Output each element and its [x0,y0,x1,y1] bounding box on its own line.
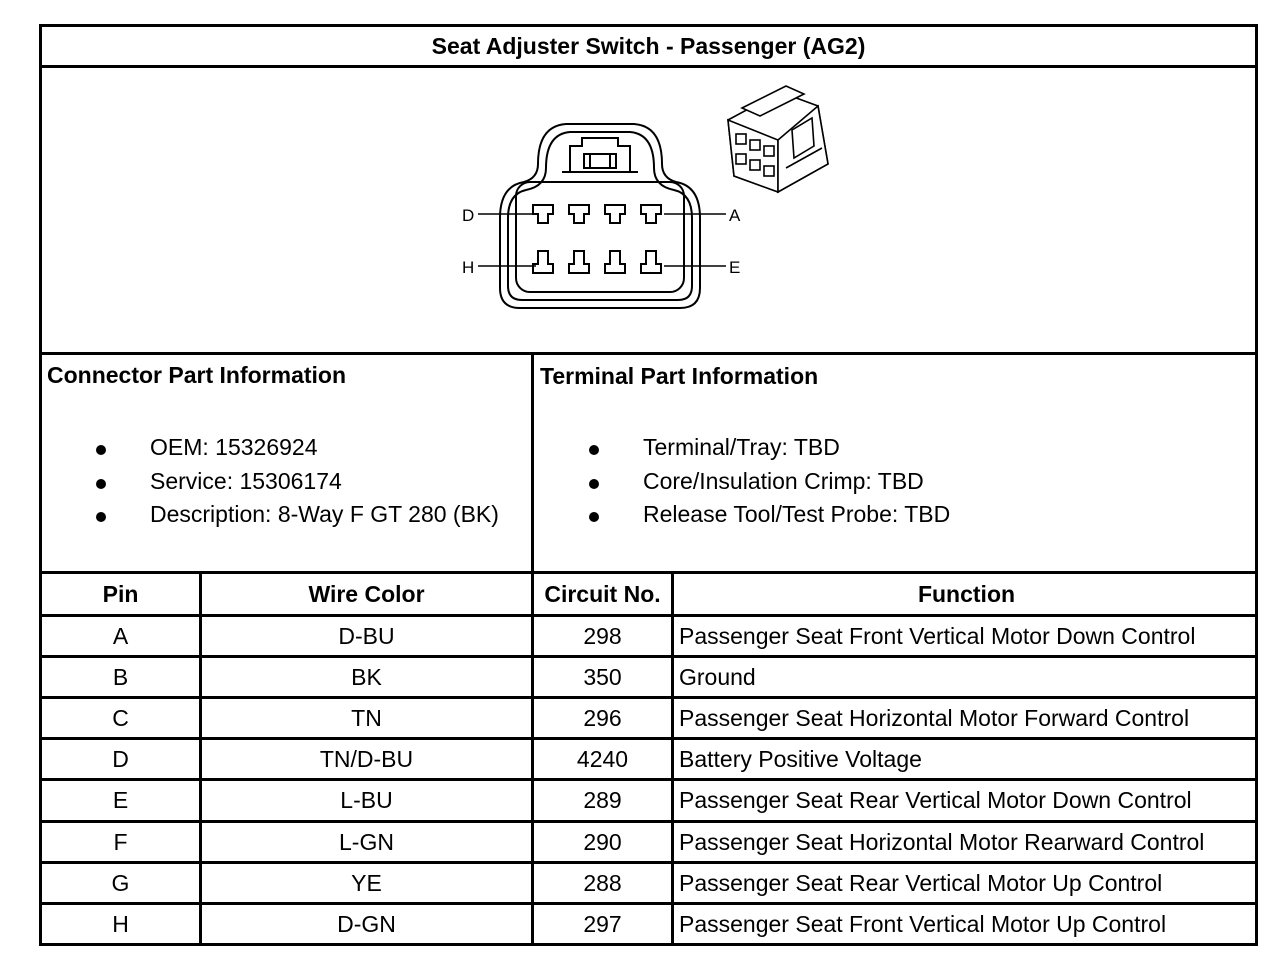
pin-label-a: A [729,206,741,225]
table-cell-circuit-number: 288 [583,870,622,896]
table-cell-pin: B [112,664,129,690]
terminal-info-heading: Terminal Part Information [540,363,819,389]
table-cell-function: Passenger Seat Front Vertical Motor Up Control [679,911,1167,937]
connector-info-list [96,431,499,532]
diagram-divider [39,352,1258,355]
table-cell-pin: G [111,870,130,896]
bullet-icon [96,445,106,455]
table-header-circuit-number: Circuit No. [544,581,661,607]
table-cell-function: Ground [679,664,756,690]
table-cell-pin: A [112,623,129,649]
info-column-divider [531,352,534,574]
table-cell-wire-color: TN/D-BU [319,746,414,772]
table-cell-pin: D [112,746,129,772]
pin-label-h: H [462,258,475,277]
table-cell-circuit-number: 290 [583,829,622,855]
table-cell-circuit-number: 289 [583,787,622,813]
connector-3d-view [728,86,828,192]
table-cell-circuit-number: 4240 [576,746,629,772]
table-cell-pin: C [112,705,129,731]
connector-diagram [42,68,1255,352]
table-cell-function: Passenger Seat Horizontal Motor Rearward Control [679,829,1205,855]
bullet-icon [589,445,599,455]
bullet-icon [96,479,106,489]
table-divider-circuit [671,571,674,946]
terminal-info-list [589,431,950,532]
table-cell-wire-color: YE [351,870,382,896]
terminal-row-bottom [533,251,661,273]
table-cell-function: Passenger Seat Horizontal Motor Forward Control [679,705,1190,731]
connector-info-item: OEM: 15326924 [96,431,499,465]
connector-info-item: Service: 15306174 [96,465,499,499]
bullet-icon [96,512,106,522]
table-header-wire-color: Wire Color [308,581,425,607]
connector-housing-outline [500,124,700,308]
table-cell-circuit-number: 297 [583,911,622,937]
pin-cavity-frame [516,182,684,292]
table-cell-function: Passenger Seat Front Vertical Motor Down Control [679,623,1196,649]
table-cell-pin: H [112,911,129,937]
terminal-info-item: Release Tool/Test Probe: TBD [589,498,950,532]
terminal-info-item: Core/Insulation Crimp: TBD [589,465,950,499]
table-cell-wire-color: D-BU [338,623,395,649]
table-header-function: Function [917,581,1016,607]
table-cell-pin: E [112,787,129,813]
table-cell-wire-color: TN [351,705,382,731]
table-cell-pin: F [113,829,128,855]
table-cell-wire-color: D-GN [337,911,396,937]
terminal-row-top [533,205,661,223]
connector-info-item: Description: 8-Way F GT 280 (BK) [96,498,499,532]
bullet-icon [589,479,599,489]
table-cell-circuit-number: 350 [583,664,622,690]
table-cell-wire-color: L-GN [339,829,394,855]
table-header-pin: Pin [102,581,139,607]
table-cell-circuit-number: 298 [583,623,622,649]
table-cell-wire-color: L-BU [340,787,393,813]
pin-label-d: D [462,206,475,225]
table-cell-function: Battery Positive Voltage [679,746,922,772]
table-cell-function: Passenger Seat Rear Vertical Motor Down Control [679,787,1192,813]
bullet-icon [589,512,599,522]
table-cell-circuit-number: 296 [583,705,622,731]
page-title: Seat Adjuster Switch - Passenger (AG2) [431,33,866,59]
table-cell-wire-color: BK [351,664,382,690]
terminal-info-item: Terminal/Tray: TBD [589,431,950,465]
table-cell-function: Passenger Seat Rear Vertical Motor Up Control [679,870,1163,896]
pin-label-e: E [729,258,741,277]
connector-info-heading: Connector Part Information [47,362,347,388]
